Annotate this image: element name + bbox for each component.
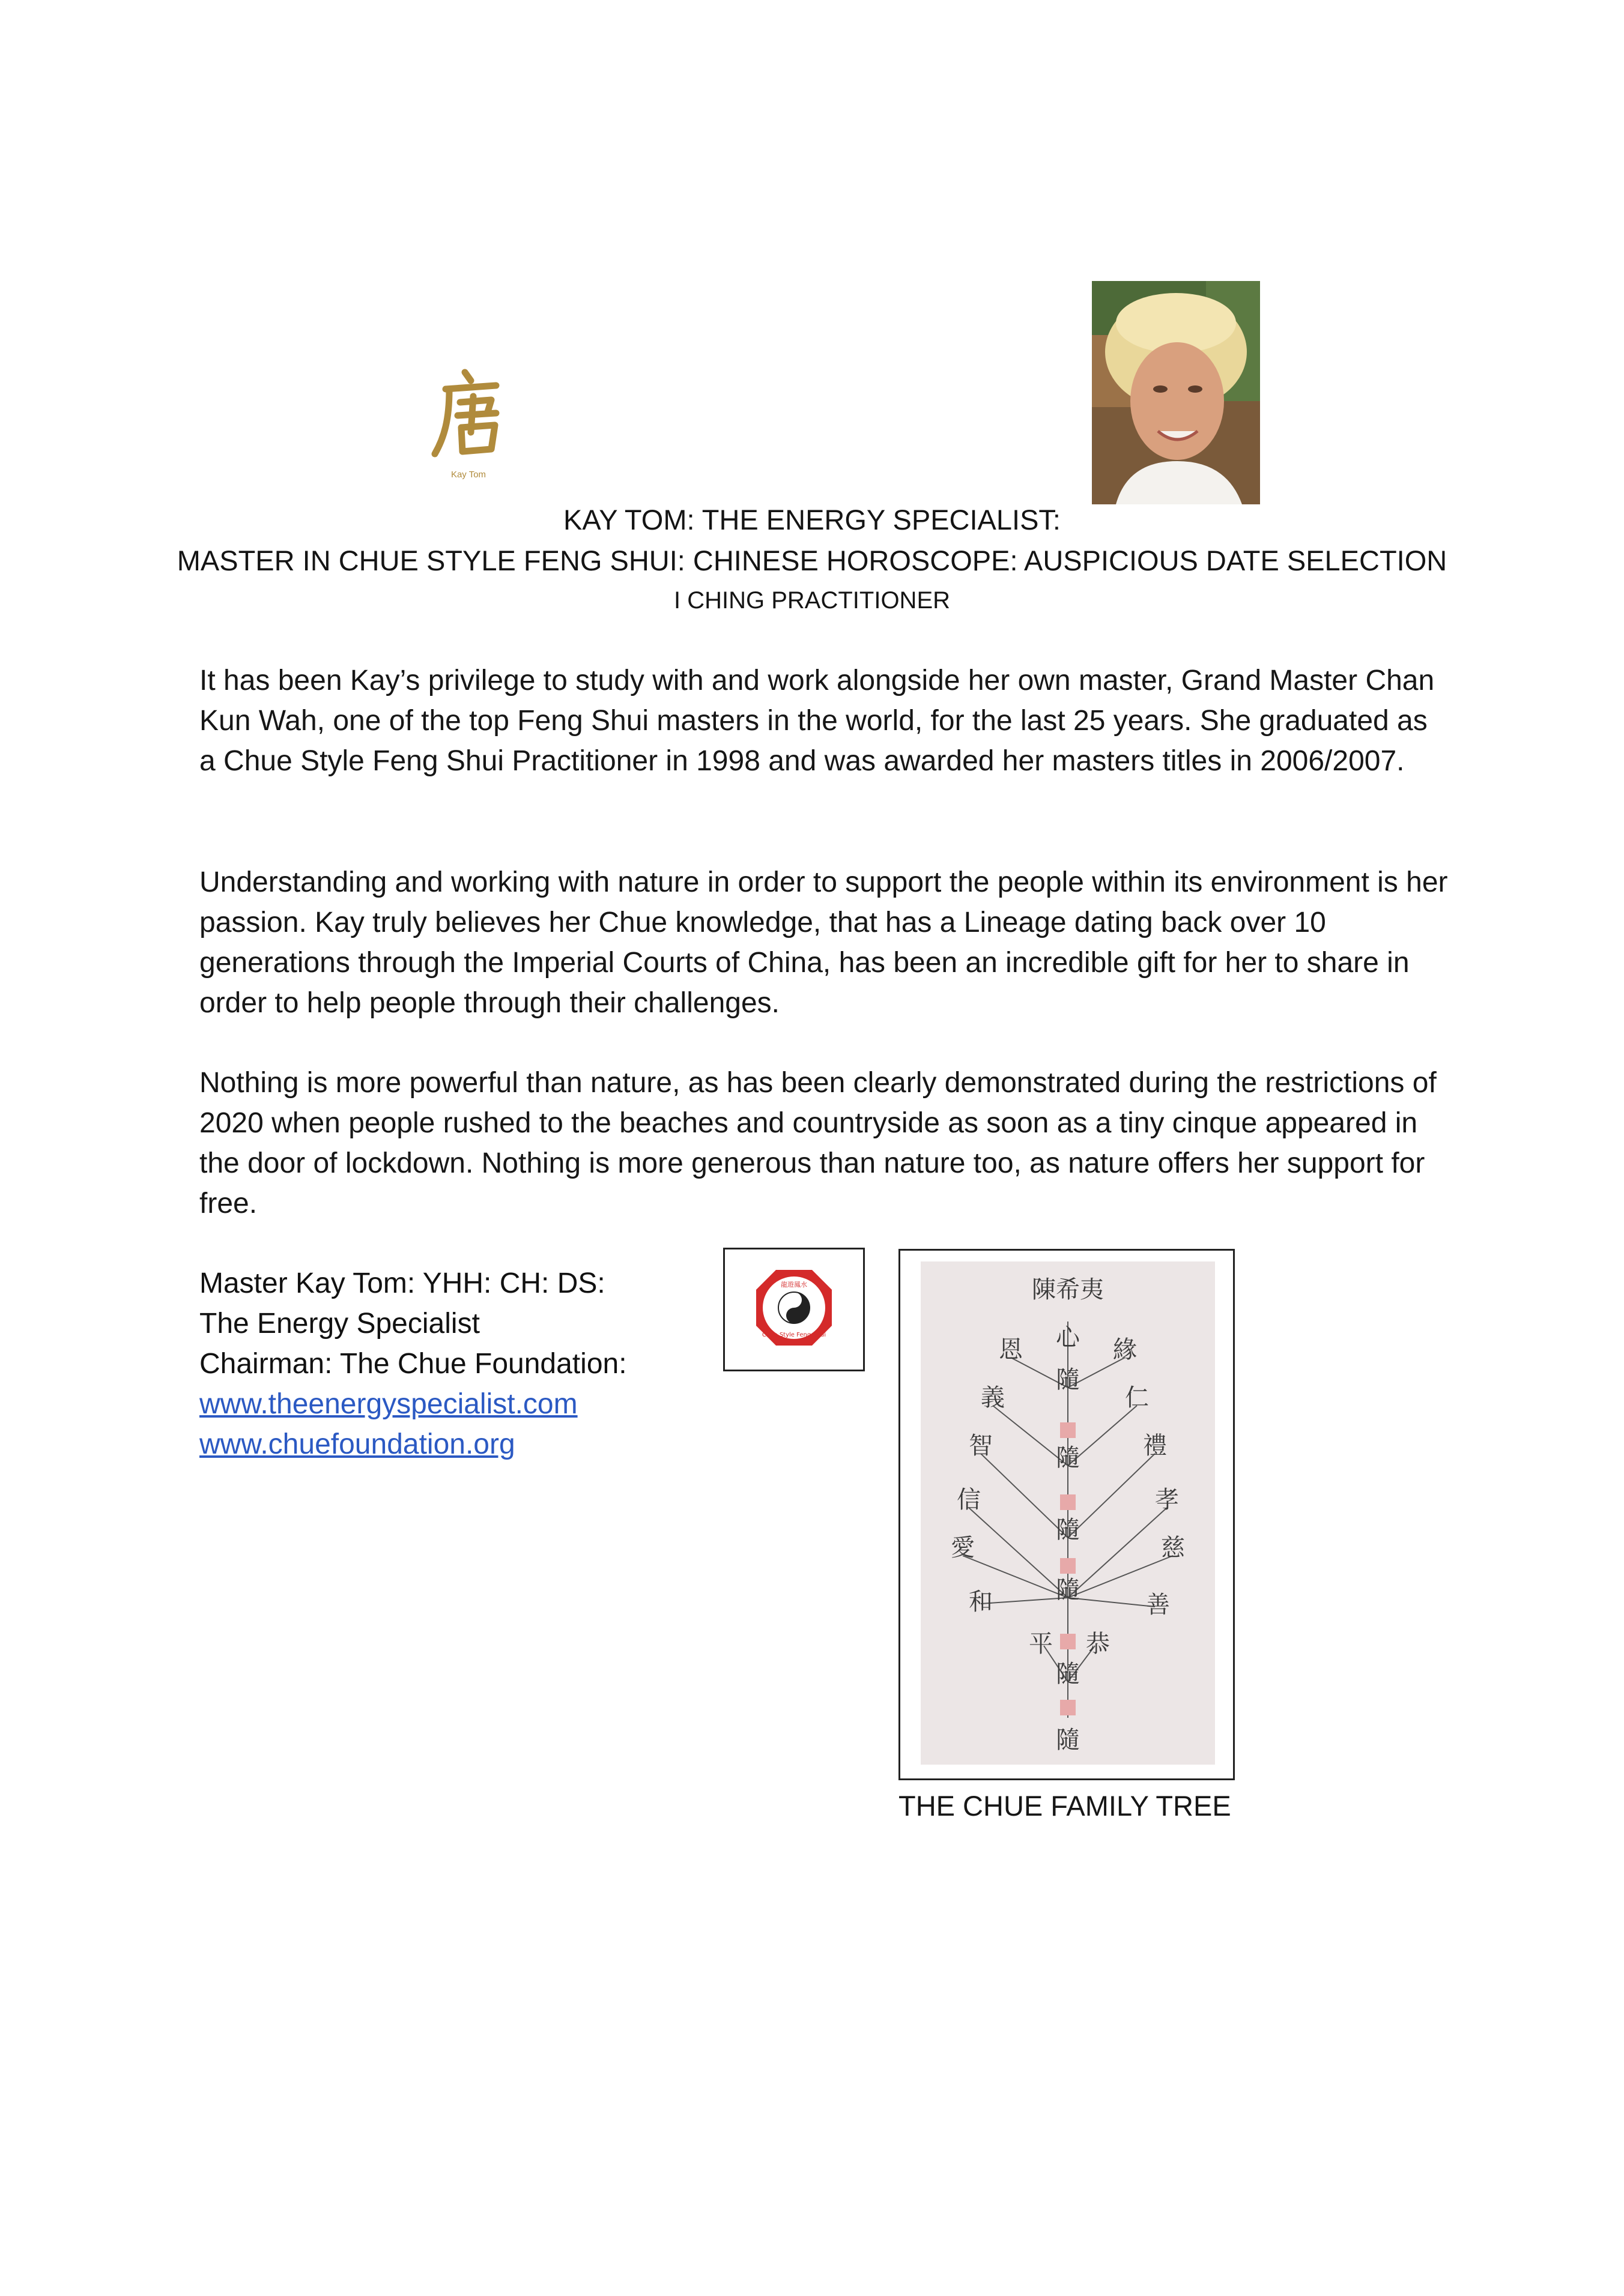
emblem-cjk: 龍遊鳳水 (781, 1281, 807, 1288)
signature-name: Master Kay Tom: YHH: CH: DS: (199, 1267, 605, 1299)
portrait-photo-icon (1092, 281, 1260, 504)
heading-line-3: I CHING PRACTITIONER (673, 587, 951, 614)
paragraph-1: It has been Kay’s privilege to study with and work alongside her own master, Grand Master Chan Kun Wah, one of the top Feng Shui masters in the world, for the last 25 years. She graduated as a Chue Style Feng Shui Practitioner in 1998 and was awarded her masters titles in 2006/2007. (199, 665, 1435, 777)
family-tree-char: 善 (1146, 1591, 1170, 1619)
family-tree-trunk-char: 隨 (1056, 1366, 1080, 1394)
heading-line-1: KAY TOM: THE ENERGY SPECIALIST: (563, 504, 1061, 536)
family-tree-root: 陳希夷 (1032, 1276, 1104, 1304)
family-tree-char: 和 (969, 1588, 993, 1616)
link-energy-specialist[interactable]: www.theenergyspecialist.com (199, 1388, 578, 1420)
tang-calligraphy-logo-icon (429, 365, 507, 461)
chue-style-feng-shui-emblem-icon (725, 1249, 863, 1370)
family-tree-char: 禮 (1143, 1432, 1167, 1460)
signature-title: The Energy Specialist (199, 1308, 480, 1340)
family-tree-char: 愛 (951, 1534, 975, 1562)
link-chue-foundation[interactable]: www.chuefoundation.org (199, 1428, 515, 1460)
family-tree-char: 信 (957, 1486, 981, 1514)
paragraph-3: Nothing is more powerful than nature, as has been clearly demonstrated during the restrictions of 2020 when people rushed to the beaches and countryside as soon as a tiny cinque appeared in the door of lockdown. Nothing is more generous than nature too, as nature offers her support for free. (199, 1067, 1437, 1219)
family-tree-trunk-char: 隨 (1056, 1576, 1080, 1604)
family-tree-char: 平 (1029, 1630, 1053, 1658)
family-tree-char: 孝 (1155, 1486, 1179, 1514)
family-tree-caption: THE CHUE FAMILY TREE (898, 1790, 1231, 1822)
family-tree-char: 緣 (1113, 1336, 1137, 1364)
family-tree-char: 隨 (1056, 1726, 1080, 1754)
signature-block (199, 1263, 627, 1464)
paragraph-2: Understanding and working with nature in order to support the people within its environment is her passion. Kay truly believes her Chue knowledge, that has a Lineage dating back over 10 generations through the Imperial Courts of China, has been an incredible gift for her to share in order to help people through their challenges. (199, 866, 1448, 1019)
logo-caption: Kay Tom (450, 470, 486, 480)
family-tree-char: 仁 (1125, 1384, 1149, 1412)
logo (420, 365, 517, 497)
family-tree-frame (898, 1249, 1235, 1780)
family-tree-char: 慈 (1161, 1534, 1185, 1562)
family-tree-char: 恭 (1086, 1630, 1110, 1658)
family-tree-char: 恩 (999, 1336, 1023, 1364)
family-tree-char: 心 (1056, 1324, 1080, 1352)
signature-role: Chairman: The Chue Foundation: (199, 1348, 627, 1380)
family-tree-trunk-char: 隨 (1056, 1444, 1080, 1472)
family-tree-trunk-char: 隨 (1056, 1516, 1080, 1544)
emblem-text: Chue Style Feng Shui (762, 1332, 826, 1338)
family-tree-char: 義 (981, 1384, 1005, 1412)
family-tree-char: 智 (969, 1432, 993, 1460)
family-tree-image (921, 1261, 1215, 1765)
heading-line-2: MASTER IN CHUE STYLE FENG SHUI: CHINESE HOROSCOPE: AUSPICIOUS DATE SELECTION (177, 545, 1447, 576)
portrait-photo (1092, 281, 1260, 504)
emblem-box (723, 1248, 865, 1371)
family-tree-trunk-char: 隨 (1056, 1660, 1080, 1688)
